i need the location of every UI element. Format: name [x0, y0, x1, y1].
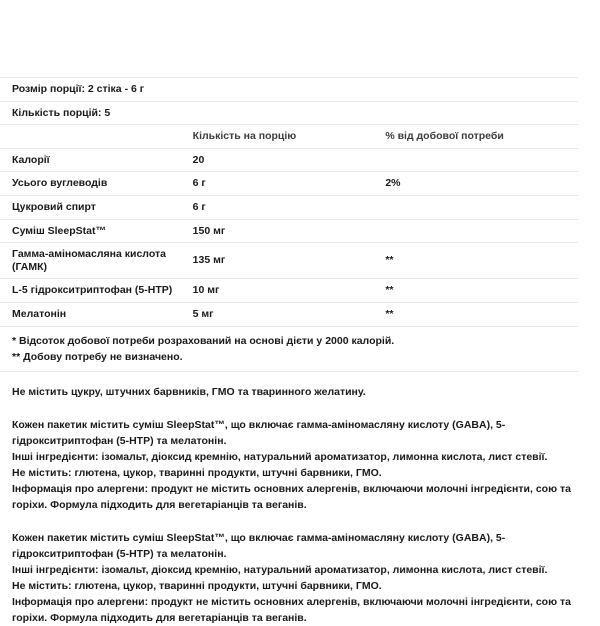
supplement-facts-table [0, 77, 578, 326]
table-row [0, 148, 578, 172]
free-from-notice: Не містить цукру, штучних барвників, ГМО та тваринного желатину. [12, 386, 366, 399]
table-row-servings-per-container [0, 101, 578, 125]
nutrient-daily-value: ** [385, 243, 578, 279]
table-row [0, 195, 578, 219]
nutrient-name: Мелатонін [0, 302, 193, 325]
table-header-row [0, 125, 578, 149]
nutrient-name: Калорії [0, 148, 193, 172]
nutrient-amount: 6 г [193, 172, 386, 196]
nutrient-name: Усього вуглеводів [0, 172, 193, 196]
table-row [0, 219, 578, 243]
contains-none: Не містить: глютена, цукор, тваринні продукти, штучні барвники, ГМО. [12, 466, 382, 479]
column-header-name [0, 125, 193, 149]
nutrient-amount: 135 мг [193, 243, 386, 279]
top-spacer [0, 0, 600, 77]
nutrient-amount: 20 [193, 148, 386, 172]
column-header-amount-per-serving: Кількість на порцію [193, 125, 386, 149]
table-footnotes [0, 326, 578, 373]
other-ingredients: Інші інгредієнти: ізомальт, діоксид кремнію, натуральний ароматизатор, лимонна кислота, лист стевії. [12, 450, 548, 463]
nutrient-daily-value [385, 195, 578, 219]
other-ingredients: Інші інгредієнти: ізомальт, діоксид кремнію, натуральний ароматизатор, лимонна кислота, лист стевії. [12, 563, 548, 576]
nutrient-name: L-5 гідрокситриптофан (5-HTP) [0, 279, 193, 303]
nutrient-name: Гамма-аміномасляна кислота (ГАМК) [0, 243, 193, 279]
ingredient-block-1 [0, 401, 578, 514]
table-row [0, 279, 578, 303]
nutrient-daily-value: ** [385, 302, 578, 325]
serving-size-label: Розмір порції: 2 стіка - 6 г [0, 78, 578, 102]
footnote-daily-value-basis: * Відсоток добової потреби розрахований на основі дієти у 2000 калорій. [12, 334, 395, 347]
nutrient-daily-value: 2% [385, 172, 578, 196]
free-from-notice-block [0, 372, 578, 401]
nutrient-amount: 150 мг [193, 219, 386, 243]
blend-description: Кожен пакетик містить суміш SleepStat™, що включає гамма-аміномасляну кислоту (GABA), 5-гідрокситриптофан (5-HTP) та мелатонін. [12, 419, 506, 447]
nutrient-name: Суміш SleepStat™ [0, 219, 193, 243]
servings-per-container-label: Кількість порцій: 5 [0, 101, 578, 125]
table-row [0, 302, 578, 325]
nutrient-amount: 10 мг [193, 279, 386, 303]
nutrient-daily-value [385, 219, 578, 243]
nutrient-amount: 5 мг [193, 302, 386, 325]
blend-description: Кожен пакетик містить суміш SleepStat™, що включає гамма-аміномасляну кислоту (GABA), 5-гідрокситриптофан (5-HTP) та мелатонін. [12, 531, 506, 560]
table-row-serving-size [0, 78, 578, 102]
nutrient-daily-value [385, 148, 578, 172]
supplement-facts-table-body [0, 78, 578, 326]
table-row [0, 243, 578, 279]
footnote-daily-value-not-established: ** Добову потребу не визначено. [12, 350, 183, 363]
column-header-percent-daily-value: % від добової потреби [385, 125, 578, 149]
contains-none: Не містить: глютена, цукор, тваринні продукти, штучні барвники, ГМО. [12, 579, 382, 592]
nutrient-amount: 6 г [193, 195, 386, 219]
nutrient-daily-value: ** [385, 279, 578, 303]
table-row [0, 172, 578, 196]
ingredient-block-2 [0, 514, 578, 626]
allergen-information: Інформація про алергени: продукт не містить основних алергенів, включаючи молочні інгредієнти, сою та горіхи. Формула підходить для вегетаріанців та веганів. [12, 595, 571, 624]
nutrient-name: Цукровий спирт [0, 195, 193, 219]
allergen-information: Інформація про алергени: продукт не містить основних алергенів, включаючи молочні інгредієнти, сою та горіхи. Формула підходить для вегетаріанців та веганів. [12, 482, 571, 511]
